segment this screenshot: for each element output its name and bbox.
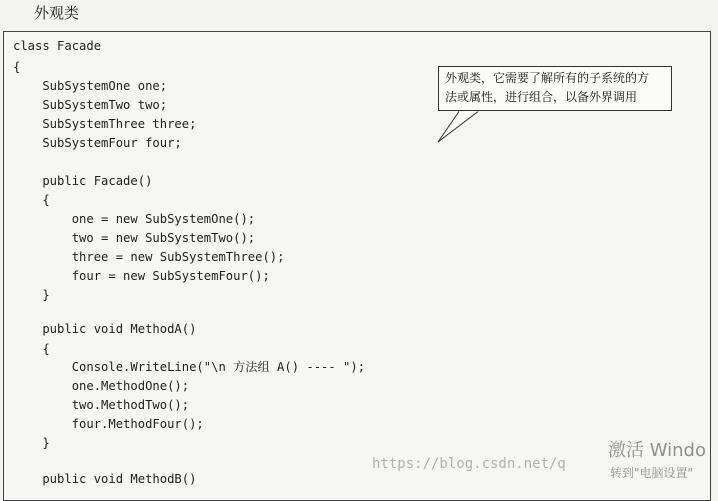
code-line: SubSystemThree three;: [13, 117, 197, 131]
code-line: one = new SubSystemOne();: [13, 212, 256, 226]
code-line: public void MethodA(): [13, 322, 197, 336]
code-line: {: [13, 193, 50, 207]
code-line: one.MethodOne();: [13, 379, 190, 393]
code-line: public void MethodB(): [13, 472, 197, 486]
code-line: three = new SubSystemThree();: [13, 250, 285, 264]
code-line: four = new SubSystemFour();: [13, 269, 270, 283]
activate-windows-title: 激活 Windo: [608, 440, 706, 461]
code-line: {: [13, 60, 21, 74]
code-line: two.MethodTwo();: [13, 398, 190, 412]
code-line: four.MethodFour();: [13, 417, 204, 431]
code-line: two = new SubSystemTwo();: [13, 231, 256, 245]
callout-pointer: [430, 109, 490, 149]
activate-windows-subtitle: 转到"电脑设置": [610, 466, 694, 480]
code-line: SubSystemOne one;: [13, 79, 168, 93]
code-line: Console.WriteLine("\n 方法组 A() ---- ");: [13, 360, 366, 374]
blog-watermark: https://blog.csdn.net/q: [372, 456, 566, 472]
code-line: SubSystemTwo two;: [13, 98, 168, 112]
callout-line: 法或属性，进行组合，以备外界调用: [445, 90, 638, 104]
code-line: public Facade(): [13, 174, 153, 188]
code-line: SubSystemFour four;: [13, 136, 182, 150]
code-line: }: [13, 436, 50, 450]
code-line: {: [13, 342, 50, 356]
callout-line: 外观类，它需要了解所有的子系统的方: [445, 71, 650, 85]
code-line: }: [13, 288, 50, 302]
code-line: class Facade: [13, 39, 102, 53]
section-heading: 外观类: [34, 4, 80, 22]
annotation-callout: [438, 66, 672, 111]
